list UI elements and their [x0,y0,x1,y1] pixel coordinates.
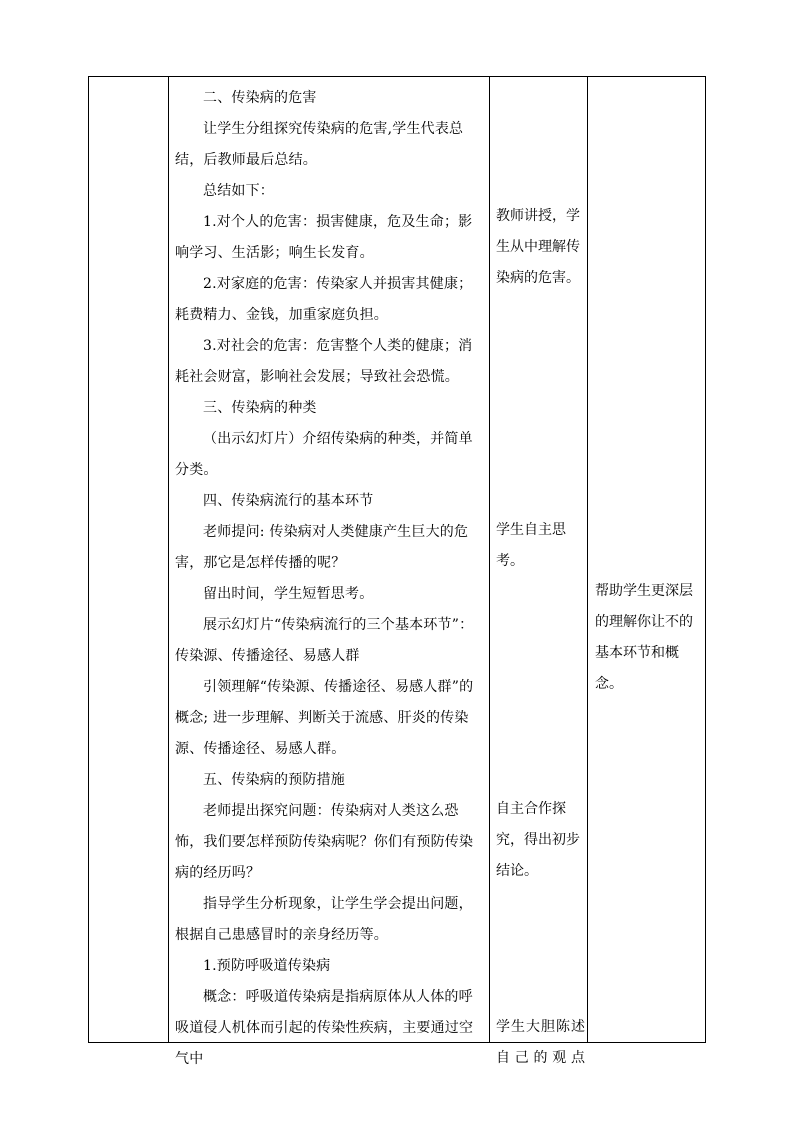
student-activity-text: 自主合作探究，得出初步结论。 [496,801,580,879]
paragraph [175,889,483,951]
paragraph [175,672,483,765]
paragraph [175,486,483,517]
student-activity-text: 学生自主思考。 [496,522,566,569]
paragraph [175,176,483,207]
paragraph-text: 四、传染病流行的基本环节 [203,493,374,509]
design-intent-text: 帮助学生更深层的理解你让不的基本环节和概念。 [595,583,693,692]
paragraph-text: （出示幻灯片）介绍传染病的种类，并简单分类。 [175,431,473,478]
paragraph-text: 2.对家庭的危害：传染家人并损害其健康；耗费精力、金钱，加重家庭负担。 [175,276,473,323]
paragraph [175,951,483,982]
teaching-process-cell [169,77,489,1067]
paragraph-text: 总结如下： [203,183,274,199]
design-intent-cell [588,77,706,1042]
paragraph-text: 1.对个人的危害：损害健康，危及生命；影响学习、生活影；响生长发育。 [175,214,473,261]
paragraph-text: 三、传染病的种类 [203,400,317,416]
paragraph [175,331,483,393]
paragraph [175,982,483,1075]
paragraph [175,610,483,672]
paragraph-text: 1.预防呼吸道传染病 [203,958,331,974]
lesson-table [88,76,706,1067]
paragraph [175,114,483,176]
paragraph-text: 引领理解“传染源、传播途径、易感人群”的概念; 进一步理解、判断关于流感、肝炎的传染源、传播途径、易感人群。 [175,679,474,757]
paragraph-text: 老师提出探究问题：传染病对人类这么恐怖，我们要怎样预防传染病呢？你们有预防传染病的经历吗？ [175,803,474,881]
paragraph [175,207,483,269]
paragraph-text: 展示幻灯片“传染病流行的三个基本环节”：传染源、传播途径、易感人群 [175,617,474,664]
paragraph-text: 指导学生分析现象，让学生学会提出问题，根据自己患感冒时的亲身经历等。 [175,896,473,943]
paragraph-text: 老师提问: 传染病对人类健康产生巨大的危害，那它是怎样传播的呢？ [175,524,469,571]
student-activity-text: 学生大胆陈述自己的观点 [496,1019,585,1066]
student-activity-text: 教师讲授，学生从中理解传染病的危害。 [496,208,580,286]
paragraph [175,765,483,796]
paragraph-text: 概念：呼吸道传染病是指病原体从人体的呼吸道侵人机体而引起的传染性疾病，主要通过空气中 [175,989,474,1067]
paragraph-text: 3.对社会的危害：危害整个人类的健康；消耗社会财富，影响社会发展；导致社会恐慌。 [175,338,473,385]
paragraph [175,424,483,486]
paragraph-text: 留出时间，学生短暂思考。 [203,586,374,602]
paragraph [175,796,483,889]
paragraph [175,83,483,114]
student-activity-cell [490,77,587,1066]
paragraph [175,393,483,424]
paragraph-text: 五、传染病的预防措施 [203,772,345,788]
paragraph-text: 二、传染病的危害 [203,90,317,106]
paragraph [175,517,483,579]
paragraph [175,269,483,331]
paragraph [175,579,483,610]
paragraph-text: 让学生分组探究传染病的危害,学生代表总结，后教师最后总结。 [175,121,464,168]
